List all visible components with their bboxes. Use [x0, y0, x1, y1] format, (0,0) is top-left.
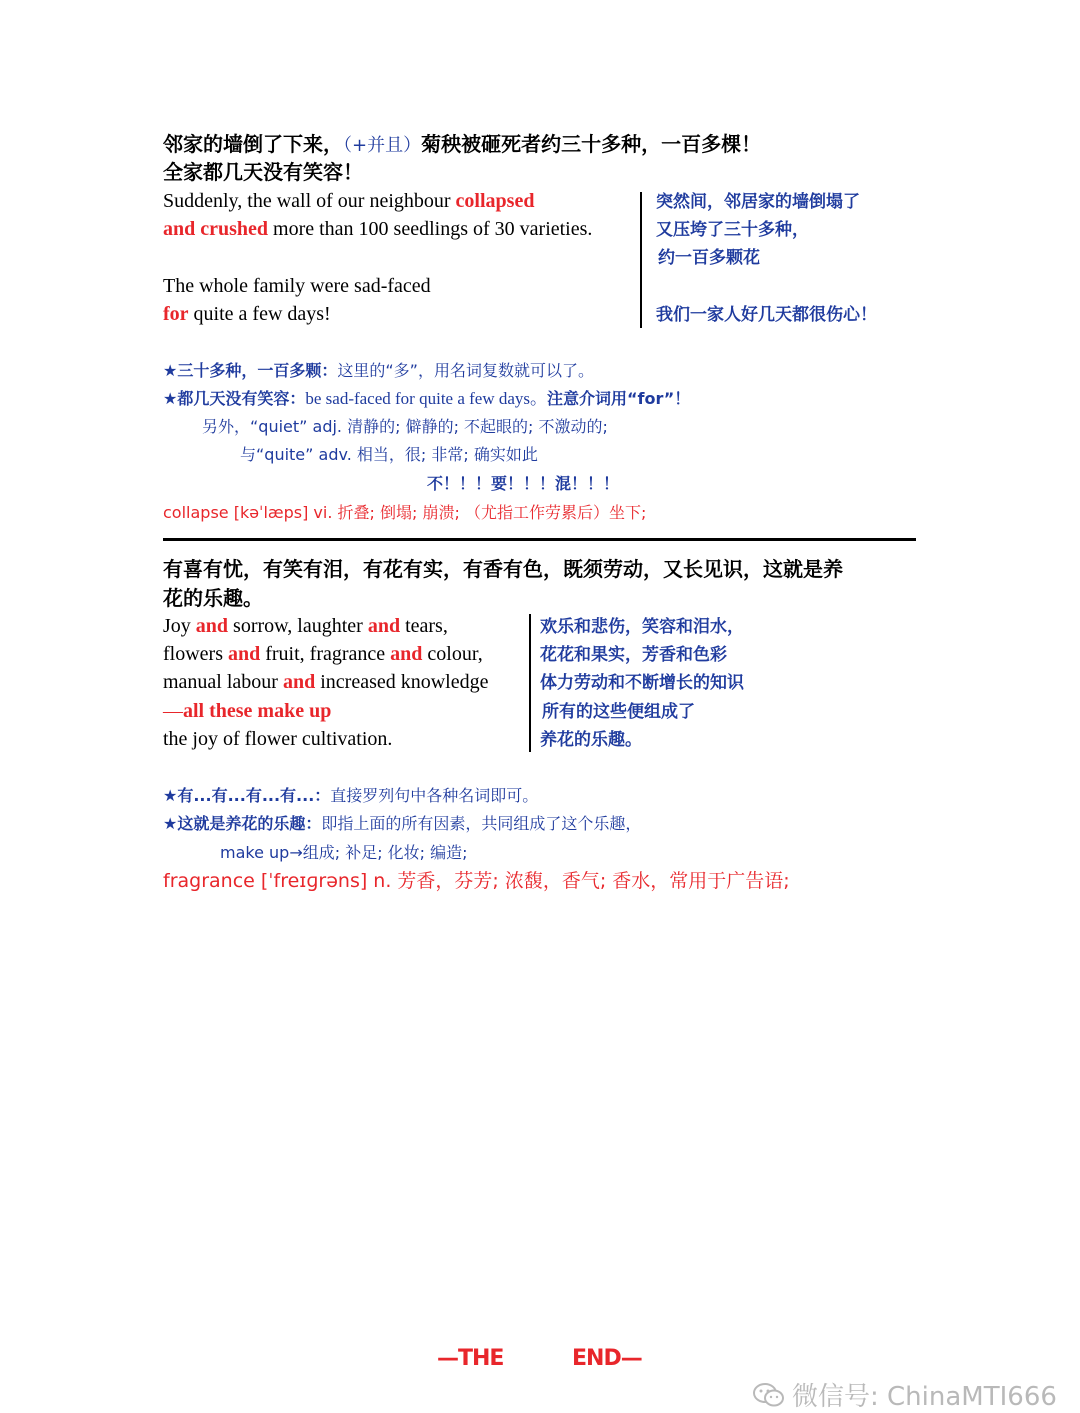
column-divider-2	[529, 614, 531, 752]
end-right-text: END—	[572, 1346, 642, 1371]
note1-warning: 不！！！要！！！混！！！	[427, 474, 620, 493]
watermark	[752, 1376, 1057, 1413]
note2-line2: ★这就是养花的乐趣：即指上面的所有因素，共同组成了这个乐趣，	[163, 814, 642, 833]
en-line-2: and crushed more than 100 seedlings of 30 varieties.	[163, 218, 593, 240]
en2-line-5: the joy of flower cultivation.	[163, 728, 393, 750]
section2-heading-line1: 有喜有忧，有笑有泪，有花有实，有香有色，既须劳动，又长见识，这就是养	[163, 557, 843, 581]
wechat-icon	[752, 1381, 786, 1409]
section1-heading-line1: 邻家的墙倒了下来，（+并且）菊秧被砸死者约三十多种，一百多棵！	[163, 132, 762, 156]
end-left-text: —THE	[437, 1346, 504, 1371]
cn2-right-1: 欢乐和悲伤，笑容和泪水，	[540, 617, 744, 637]
cn2-right-3: 体力劳动和不断增长的知识	[540, 673, 744, 693]
en-line-1: Suddenly, the wall of our neighbour collapsed	[163, 190, 535, 212]
section2-heading-line2: 花的乐趣。	[163, 586, 263, 610]
note2-fragrance-def: fragrance [ˈfreɪɡrəns] n. 芳香，芬芳; 浓馥，香气; 香水，常用于广告语;	[163, 870, 790, 892]
note1-line2: ★都几天没有笑容：be sad-faced for quite a few days。注意介词用“for”！	[163, 389, 691, 408]
section1-heading-line2: 全家都几天没有笑容！	[163, 160, 363, 184]
en2-line-2: flowers and fruit, fragrance and colour,	[163, 643, 483, 665]
note1-line3: 另外，“quiet” adj. 清静的; 僻静的; 不起眼的; 不激动的;	[202, 417, 608, 436]
cn-right-4: 我们一家人好几天都很伤心！	[656, 305, 877, 325]
section-divider	[163, 538, 916, 541]
cn2-right-2: 花花和果实，芳香和色彩	[540, 645, 727, 665]
column-divider-1	[640, 192, 642, 328]
en2-line-4: —all these make up	[163, 700, 332, 722]
note2-line1: ★有...有...有...有...：直接罗列句中各种名词即可。	[163, 786, 539, 805]
note1-collapse-def: collapse [kəˈlæps] vi. 折叠; 倒塌; 崩溃; （尤指工作劳累后）坐下;	[163, 503, 647, 522]
en-line-4: for quite a few days!	[163, 303, 331, 325]
note1-line1: ★三十多种，一百多颗：这里的“多”，用名词复数就可以了。	[163, 361, 594, 380]
en-line-3: The whole family were sad-faced	[163, 275, 431, 297]
en2-line-3: manual labour and increased knowledge	[163, 671, 489, 693]
note1-line4: 与“quite” adv. 相当，很; 非常; 确实如此	[240, 445, 538, 464]
cn2-right-4: 所有的这些便组成了	[542, 702, 695, 722]
note2-line3: make up→组成; 补足; 化妆; 编造;	[220, 843, 468, 862]
watermark-text: 微信号: ChinaMTI666	[792, 1382, 1057, 1412]
cn-right-1: 突然间，邻居家的墙倒塌了	[656, 192, 860, 212]
cn-right-2: 又压垮了三十多种，	[656, 220, 809, 240]
cn2-right-5: 养花的乐趣。	[540, 730, 642, 750]
cn-right-3: 约一百多颗花	[658, 248, 760, 268]
en2-line-1: Joy and sorrow, laughter and tears,	[163, 615, 448, 637]
